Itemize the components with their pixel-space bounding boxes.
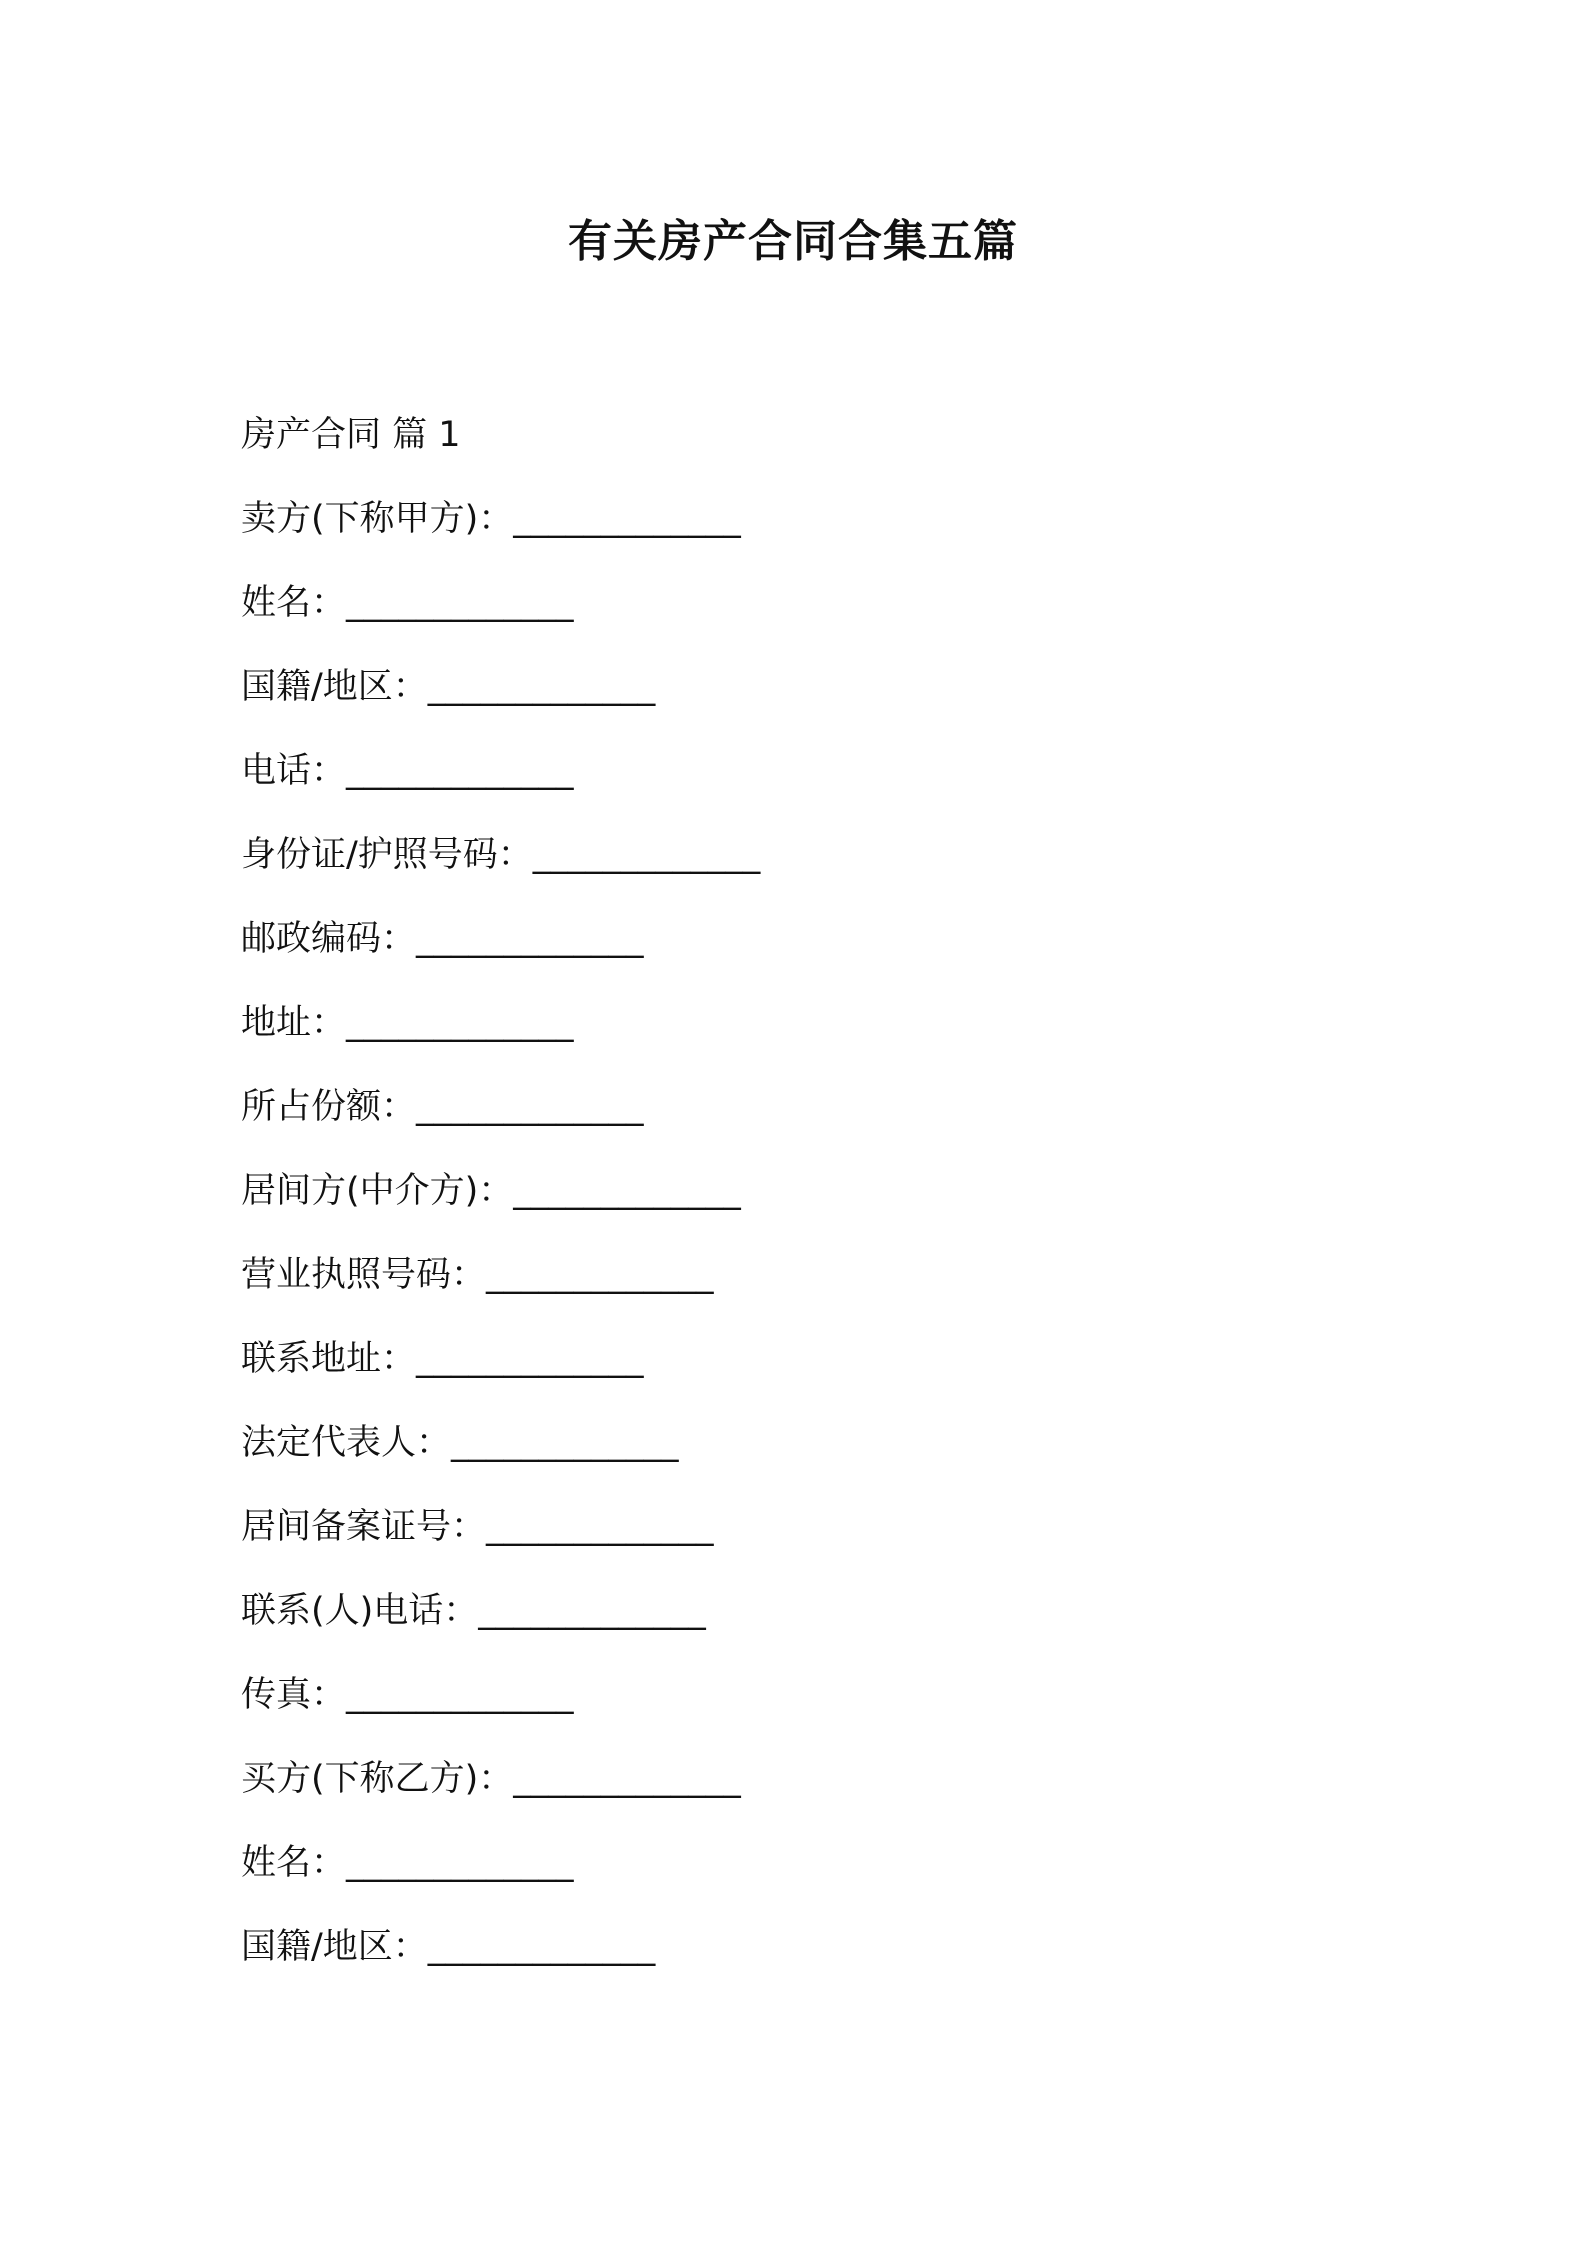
- field-line-intermediary-record-number: 居间备案证号：_____________: [241, 1507, 714, 1547]
- field-line-buyer-name: 姓名：_____________: [241, 1843, 574, 1883]
- document-title: 有关房产合同合集五篇: [568, 216, 1018, 267]
- field-line-buyer-nationality: 国籍/地区：_____________: [241, 1927, 656, 1967]
- field-line-seller-nationality: 国籍/地区：_____________: [241, 667, 656, 707]
- field-line-seller-id-number: 身份证/护照号码：_____________: [241, 835, 761, 875]
- field-line-contact-address: 联系地址：_____________: [241, 1339, 644, 1379]
- field-line-contact-phone: 联系(人)电话：_____________: [241, 1591, 706, 1631]
- field-line-seller-address: 地址：_____________: [241, 1003, 574, 1043]
- section-heading: 房产合同 篇 1: [241, 415, 461, 455]
- field-line-seller: 卖方(下称甲方)：_____________: [241, 499, 741, 539]
- field-line-fax: 传真：_____________: [241, 1675, 574, 1715]
- field-line-business-license: 营业执照号码：_____________: [241, 1255, 714, 1295]
- field-line-legal-representative: 法定代表人：_____________: [241, 1423, 679, 1463]
- contract-field-list: [241, 494, 760, 2006]
- field-line-seller-postal-code: 邮政编码：_____________: [241, 919, 644, 959]
- field-line-seller-share: 所占份额：_____________: [241, 1087, 644, 1127]
- field-line-intermediary: 居间方(中介方)：_____________: [241, 1171, 741, 1211]
- field-line-seller-name: 姓名：_____________: [241, 583, 574, 623]
- field-line-seller-phone: 电话：_____________: [241, 751, 574, 791]
- field-line-buyer: 买方(下称乙方)：_____________: [241, 1759, 741, 1799]
